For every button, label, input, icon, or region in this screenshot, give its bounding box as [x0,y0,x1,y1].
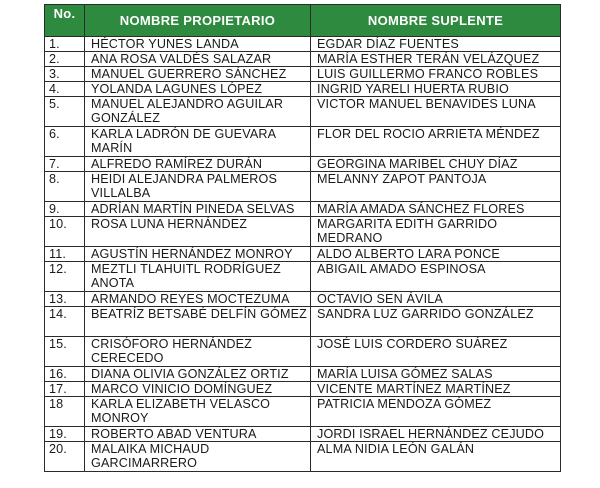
row-number: 11. [45,247,85,262]
suplente-name: MARGARITA EDITH GARRIDO MEDRANO [311,217,561,247]
row-number: 17. [45,382,85,397]
propietario-name: YOLANDA LAGUNES LÓPEZ [85,82,311,97]
propietario-name: MARCO VINICIO DOMÍNGUEZ [85,382,311,397]
table-row [45,442,561,472]
table-row [45,382,561,397]
propietario-name: MANUEL ALEJANDRO AGUILAR GONZÁLEZ [85,97,311,127]
suplente-name: EGDAR DÍAZ FUENTES [311,37,561,52]
suplente-name: MARÍA ESTHER TERÁN VELÁZQUEZ [311,52,561,67]
table-row [45,397,561,427]
suplente-name: INGRID YARELI HUERTA RUBIO [311,82,561,97]
row-number: 12. [45,262,85,292]
propietario-name: MANUEL GUERRERO SÁNCHEZ [85,67,311,82]
propietario-name: HEIDI ALEJANDRA PALMEROS VILLALBA [85,172,311,202]
row-number: 18 [45,397,85,427]
header-propietario: NOMBRE PROPIETARIO [85,5,311,37]
suplente-name: ABIGAIL AMADO ESPINOSA [311,262,561,292]
header-suplente: NOMBRE SUPLENTE [311,5,561,37]
row-number: 2. [45,52,85,67]
table-row [45,52,561,67]
suplente-name: GEORGINA MARIBEL CHUY DÍAZ [311,157,561,172]
propietario-name: KARLA LADRÓN DE GUEVARA MARÍN [85,127,311,157]
table-row [45,127,561,157]
row-number: 20. [45,442,85,472]
propietario-name: ANA ROSA VALDÉS SALAZAR [85,52,311,67]
row-number: 14. [45,307,85,337]
row-number: 8. [45,172,85,202]
propietario-name: CRISÓFORO HERNÁNDEZ CERECEDO [85,337,311,367]
propietario-name: ROSA LUNA HERNÁNDEZ [85,217,311,247]
header-number: No. [45,5,85,37]
table-row [45,367,561,382]
propietario-name: BEATRÍZ BETSABÉ DELFÍN GÓMEZ [85,307,311,337]
row-number: 16. [45,367,85,382]
table-row [45,37,561,52]
table-row [45,307,561,337]
suplente-name: LUIS GUILLERMO FRANCO ROBLES [311,67,561,82]
suplente-name: OCTAVIO SEN ÁVILA [311,292,561,307]
suplente-name: MARÍA AMADA SÁNCHEZ FLORES [311,202,561,217]
propietario-name: AGUSTÍN HERNÁNDEZ MONROY [85,247,311,262]
row-number: 4. [45,82,85,97]
table-row [45,217,561,247]
table-row [45,292,561,307]
row-number: 10. [45,217,85,247]
row-number: 5. [45,97,85,127]
table-row [45,157,561,172]
table-header-row [45,5,561,37]
row-number: 15. [45,337,85,367]
propietario-name: ROBERTO ABAD VENTURA [85,427,311,442]
propietario-name: HÉCTOR YUNES LANDA [85,37,311,52]
suplente-name: JORDI ISRAEL HERNÁNDEZ CEJUDO [311,427,561,442]
propietario-name: MALAIKA MICHAUD GARCIMARRERO [85,442,311,472]
propietario-name: MEZTLI TLAHUITL RODRÍGUEZ ANOTA [85,262,311,292]
row-number: 1. [45,37,85,52]
table-row [45,82,561,97]
row-number: 7. [45,157,85,172]
row-number: 19. [45,427,85,442]
row-number: 13. [45,292,85,307]
suplente-name: MARÍA LUISA GÓMEZ SALAS [311,367,561,382]
row-number: 6. [45,127,85,157]
suplente-name: ALDO ALBERTO LARA PONCE [311,247,561,262]
suplente-name: SANDRA LUZ GARRIDO GONZÁLEZ [311,307,561,337]
suplente-name: JOSÉ LUIS CORDERO SUÁREZ [311,337,561,367]
table-row [45,172,561,202]
table-row [45,427,561,442]
suplente-name: FLOR DEL ROCIO ARRIETA MÉNDEZ [311,127,561,157]
table-row [45,97,561,127]
table-row [45,202,561,217]
suplente-name: VICENTE MARTÍNEZ MARTÍNEZ [311,382,561,397]
row-number: 3. [45,67,85,82]
suplente-name: VICTOR MANUEL BENAVIDES LUNA [311,97,561,127]
propietario-name: DIANA OLIVIA GONZÁLEZ ORTIZ [85,367,311,382]
table-row [45,337,561,367]
suplente-name: PATRICIA MENDOZA GÓMEZ [311,397,561,427]
table-row [45,67,561,82]
propietario-name: ALFREDO RAMÍREZ DURÁN [85,157,311,172]
propietario-name: KARLA ELIZABETH VELASCO MONROY [85,397,311,427]
candidates-table [44,4,561,472]
table-row [45,262,561,292]
table-row [45,247,561,262]
propietario-name: ARMANDO REYES MOCTEZUMA [85,292,311,307]
propietario-name: ADRÍAN MARTÍN PINEDA SELVAS [85,202,311,217]
suplente-name: MELANNY ZAPOT PANTOJA [311,172,561,202]
row-number: 9. [45,202,85,217]
suplente-name: ALMA NIDIA LEÓN GALÁN [311,442,561,472]
